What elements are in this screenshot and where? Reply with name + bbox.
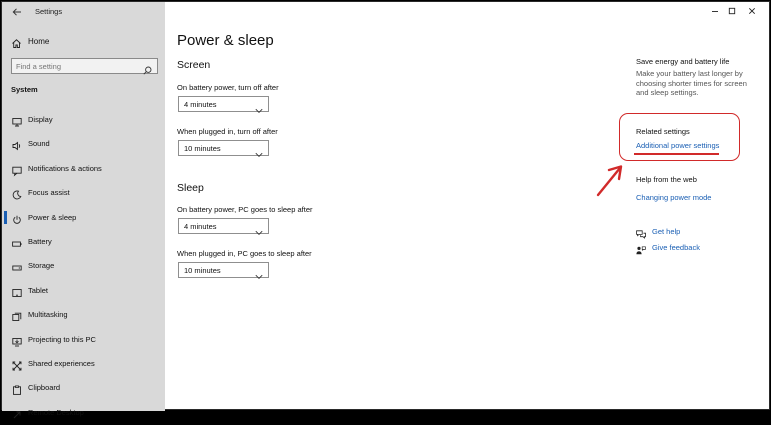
minimize-icon[interactable] [708, 4, 722, 18]
remote-desktop-icon [12, 407, 22, 417]
sidebar-item-home[interactable] [2, 32, 165, 52]
sidebar-item-label: Shared experiences [28, 358, 95, 368]
projecting-icon [12, 334, 22, 344]
get-help-link[interactable]: Get help [652, 227, 681, 236]
sleep-section-title: Sleep [177, 182, 204, 194]
active-indicator [4, 211, 7, 224]
display-icon [12, 114, 22, 124]
sidebar-item-label: Power & sleep [28, 212, 77, 222]
chevron-down-icon [255, 223, 263, 229]
annotation-underline [634, 153, 719, 155]
sidebar-item-label: Remote Desktop [28, 407, 84, 417]
sidebar-item-label: Tablet [28, 285, 49, 295]
save-energy-description: Make your battery last longer by choosing shorter times for screen and sleep settings. [636, 69, 747, 97]
dropdown-value: 10 minutes [184, 266, 221, 275]
shared-experiences-icon [12, 358, 22, 368]
battery-icon [12, 236, 22, 246]
power-icon [12, 212, 22, 222]
dropdown-value: 4 minutes [184, 100, 217, 109]
sidebar-nav [2, 108, 165, 425]
sidebar-item-label: Storage [28, 261, 55, 271]
sidebar-item-label: Sound [28, 139, 50, 149]
dropdown-value: 10 minutes [184, 144, 221, 153]
help-from-web-title: Help from the web [636, 175, 697, 184]
sidebar-item-display[interactable] [2, 108, 165, 132]
get-help-icon [636, 226, 646, 235]
additional-power-settings-link[interactable]: Additional power settings [636, 141, 720, 150]
sidebar-item-label: Projecting to this PC [28, 334, 96, 344]
app-title: Settings [35, 7, 63, 16]
tablet-icon [12, 285, 22, 295]
sidebar-item-storage[interactable] [2, 254, 165, 278]
dropdown-value: 4 minutes [184, 222, 217, 231]
sidebar-item-label: Battery [28, 236, 52, 246]
search-input[interactable] [16, 61, 134, 72]
sidebar-item-notifications[interactable] [2, 157, 165, 181]
search-icon[interactable] [143, 62, 152, 71]
sleep-battery-label: On battery power, PC goes to sleep after [177, 205, 313, 214]
notifications-icon [12, 163, 22, 173]
sleep-plugged-label: When plugged in, PC goes to sleep after [177, 249, 312, 258]
sidebar-item-projecting[interactable] [2, 328, 165, 352]
sidebar-item-label: Multitasking [28, 310, 68, 320]
home-icon [11, 36, 22, 47]
screen-battery-label: On battery power, turn off after [177, 83, 279, 92]
back-arrow-icon[interactable] [11, 6, 23, 18]
title-row [2, 2, 165, 24]
related-settings-title: Related settings [636, 127, 690, 136]
sleep-battery-dropdown[interactable] [178, 218, 269, 234]
sidebar [2, 2, 165, 417]
screen-section-title: Screen [177, 59, 211, 71]
give-feedback-icon [636, 242, 646, 251]
changing-power-mode-link[interactable]: Changing power mode [636, 193, 712, 202]
screen-battery-dropdown[interactable] [178, 96, 269, 112]
focus-assist-icon [12, 187, 22, 197]
sidebar-item-remote-desktop[interactable] [2, 401, 165, 425]
sidebar-item-label: Focus assist [28, 188, 70, 198]
annotation-arrow-icon [592, 160, 628, 200]
sidebar-item-clipboard[interactable] [2, 376, 165, 400]
close-icon[interactable] [745, 4, 759, 18]
sidebar-item-power-sleep[interactable] [2, 206, 165, 230]
search-box[interactable] [11, 58, 158, 74]
sidebar-item-battery[interactable] [2, 230, 165, 254]
chevron-down-icon [255, 267, 263, 273]
give-feedback-link[interactable]: Give feedback [652, 243, 700, 252]
sidebar-item-multitasking[interactable] [2, 303, 165, 327]
sidebar-item-sound[interactable] [2, 132, 165, 156]
chevron-down-icon [255, 101, 263, 107]
multitasking-icon [12, 309, 22, 319]
clipboard-icon [12, 382, 22, 392]
sleep-plugged-dropdown[interactable] [178, 262, 269, 278]
sidebar-item-label: Clipboard [28, 383, 61, 393]
sound-icon [12, 138, 22, 148]
sidebar-item-shared-experiences[interactable] [2, 352, 165, 376]
save-energy-title: Save energy and battery life [636, 57, 730, 66]
home-label: Home [28, 37, 50, 46]
screen-plugged-dropdown[interactable] [178, 140, 269, 156]
storage-icon [12, 260, 22, 270]
sidebar-item-focus-assist[interactable] [2, 181, 165, 205]
settings-window [1, 1, 770, 417]
maximize-icon[interactable] [725, 4, 739, 18]
chevron-down-icon [255, 145, 263, 151]
sidebar-item-label: Display [28, 115, 53, 124]
page-title: Power & sleep [177, 32, 274, 49]
screen-plugged-label: When plugged in, turn off after [177, 127, 278, 136]
sidebar-item-label: Notifications & actions [28, 163, 102, 173]
sidebar-item-tablet[interactable] [2, 279, 165, 303]
section-label-system: System [11, 85, 38, 94]
